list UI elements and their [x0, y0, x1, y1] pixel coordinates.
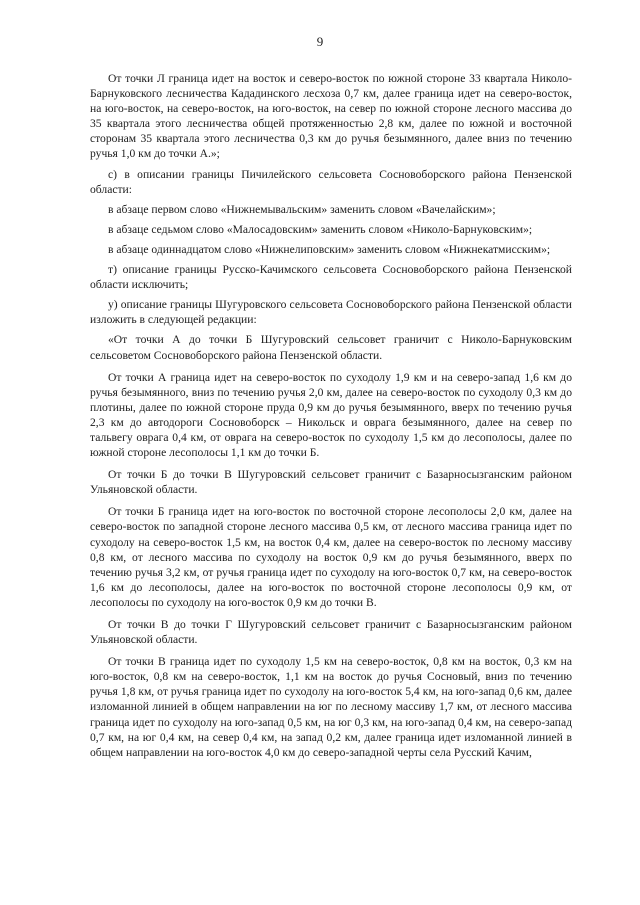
paragraph: От точки Б до точки В Шугуровский сельсовет граничит с Базарносызганским районом Ульяновской области. — [90, 468, 572, 497]
paragraph: т) описание границы Русско-Качимского сельсовета Сосновоборского района Пензенской области исключить; — [90, 263, 572, 292]
paragraph: От точки В до точки Г Шугуровский сельсовет граничит с Базарносызганским районом Ульяновской области. — [90, 618, 572, 647]
paragraph: «От точки А до точки Б Шугуровский сельсовет граничит с Николо-Барнуковским сельсоветом Сосновоборского района Пензенской области. — [90, 333, 572, 362]
paragraph: с) в описании границы Пичилейского сельсовета Сосновоборского района Пензенской области: — [90, 167, 572, 196]
paragraph: в абзаце седьмом слово «Малосадовским» заменить словом «Николо-Барнуковским»; — [108, 222, 533, 236]
paragraph: От точки Л граница идет на восток и северо-восток по южной стороне 33 квартала Николо-Барнуковского лесничества Кададинского лесхоза 0,7 км, далее граница идет на северо-восток, на юго-восток, на северо-восток, на юго-восток, на север по южной стороне лесного массива до 35 квартала этого лесничества общей протяженностью 2,8 км, далее по южной и восточной сторонам 35 квартала этого лесничества 0,3 км до ручья безымянного, далее вниз по течению ручья 1,0 км до точки А.»; — [90, 72, 572, 161]
paragraph: у) описание границы Шугуровского сельсовета Сосновоборского района Пензенской области изложить в следующей редакции: — [90, 298, 572, 327]
paragraph: От точки А граница идет на северо-восток по суходолу 1,9 км и на северо-запад 1,6 км до ручья безымянного, вниз по течению ручья 2,0 км, далее на северо-восток по суходолу 0,3 км до плотины, далее по южной стороне пруда 0,9 км до ручья безымянного, вверх по течению ручья 2,3 км до автодороги Сосновоборск – Никольск и оврага безымянного, далее на север по тальвегу оврага 0,4 км, от оврага на северо-восток по суходолу 1,5 км до лесополосы, далее по южной стороне лесополосы 1,1 км до точки Б. — [90, 370, 572, 460]
paragraph: От точки Б граница идет на юго-восток по восточной стороне лесополосы 2,0 км, далее на северо-восток по западной стороне лесного массива 0,5 км, от лесного массива граница идет по суходолу на северо-восток 1,5 км, на восток 0,4 км, далее на северо-восток по лесному массиву 0,8 км, от лесного массива по суходолу на восток 0,9 км до ручья безымянного, вверх по течению ручья 3,2 км, от ручья граница идет по суходолу на юго-восток 0,7 км, на северо-восток 1,6 км до лесополосы, далее на юго-восток по восточной стороне лесополосы 0,9 км, от лесополосы по суходолу на юго-восток 0,9 км до точки В. — [90, 505, 572, 609]
paragraph: От точки В граница идет по суходолу 1,5 км на северо-восток, 0,8 км на восток, 0,3 км на юго-восток, 0,8 км на северо-восток, 1,1 км на восток до ручья Сосновый, вниз по течению ручья 1,8 км, от ручья граница идет по суходолу на юго-восток 5,4 км, на юго-запад 0,6 км, далее изломанной линией в общем направлении на юг по лесному массиву 1,7 км, от лесного массива граница идет по суходолу на юго-запад 0,5 км, на юг 0,3 км, на юго-запад 0,4 км, на северо-запад 0,7 км, на юг 0,4 км, на север 0,4 км, на запад 0,2 км, далее граница идет изломанной линией в общем направлении на юго-восток 4,0 км до северо-западной черты села Русский Качим, — [90, 655, 572, 759]
document-body — [90, 71, 572, 760]
paragraph: в абзаце первом слово «Нижнемывальским» заменить словом «Вачелайским»; — [108, 202, 496, 216]
paragraph: в абзаце одиннадцатом слово «Нижнелиповским» заменить словом «Нижнекатмисским»; — [108, 242, 551, 256]
page-number: 9 — [316, 34, 324, 49]
